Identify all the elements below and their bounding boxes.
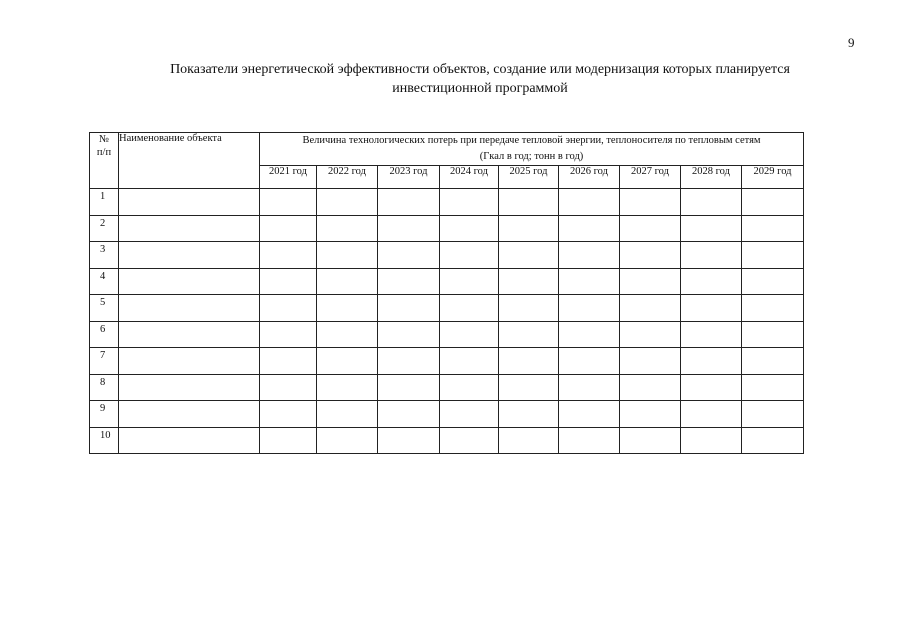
- year-header: 2026 год: [559, 166, 620, 189]
- value-cell: [440, 215, 499, 242]
- year-header: 2029 год: [742, 166, 804, 189]
- year-header: 2025 год: [499, 166, 559, 189]
- value-cell: [559, 374, 620, 401]
- value-cell: [440, 189, 499, 216]
- value-cell: [681, 321, 742, 348]
- value-cell: [499, 427, 559, 454]
- value-cell: [559, 401, 620, 428]
- value-cell: [260, 401, 317, 428]
- value-cell: [499, 374, 559, 401]
- table-row: [90, 427, 804, 454]
- value-cell: [317, 401, 378, 428]
- value-cell: [499, 215, 559, 242]
- value-cell: [559, 427, 620, 454]
- year-header: 2021 год: [260, 166, 317, 189]
- value-cell: [378, 427, 440, 454]
- object-name-cell: [119, 427, 260, 454]
- value-cell: [499, 295, 559, 322]
- value-cell: [260, 348, 317, 375]
- value-cell: [742, 348, 804, 375]
- value-cell: [317, 321, 378, 348]
- object-name-cell: [119, 321, 260, 348]
- table-row: [90, 189, 804, 216]
- value-cell: [499, 401, 559, 428]
- value-cell: [620, 268, 681, 295]
- value-cell: [620, 348, 681, 375]
- object-name-cell: [119, 295, 260, 322]
- column-header-losses: [260, 133, 804, 166]
- row-number: 1: [90, 189, 119, 216]
- title-line-2: инвестиционной программой: [392, 81, 568, 96]
- value-cell: [742, 295, 804, 322]
- value-cell: [620, 374, 681, 401]
- value-cell: [620, 321, 681, 348]
- value-cell: [499, 321, 559, 348]
- value-cell: [260, 215, 317, 242]
- table-row: [90, 374, 804, 401]
- row-number: 9: [90, 401, 119, 428]
- value-cell: [378, 215, 440, 242]
- value-cell: [440, 374, 499, 401]
- value-cell: [499, 268, 559, 295]
- value-cell: [378, 189, 440, 216]
- value-cell: [499, 189, 559, 216]
- value-cell: [260, 242, 317, 269]
- table-row: [90, 321, 804, 348]
- value-cell: [378, 321, 440, 348]
- object-name-cell: [119, 401, 260, 428]
- table-row: [90, 268, 804, 295]
- table-row: [90, 348, 804, 375]
- value-cell: [260, 295, 317, 322]
- value-cell: [681, 189, 742, 216]
- value-cell: [681, 295, 742, 322]
- value-cell: [440, 242, 499, 269]
- value-cell: [317, 348, 378, 375]
- value-cell: [317, 268, 378, 295]
- value-cell: [620, 189, 681, 216]
- value-cell: [317, 215, 378, 242]
- row-number: 6: [90, 321, 119, 348]
- object-name-cell: [119, 189, 260, 216]
- column-header-name: Наименование объекта: [119, 133, 260, 189]
- value-cell: [378, 374, 440, 401]
- document-title: [90, 60, 870, 98]
- value-cell: [742, 268, 804, 295]
- value-cell: [317, 189, 378, 216]
- object-name-cell: [119, 374, 260, 401]
- value-cell: [499, 242, 559, 269]
- page-number: 9: [848, 35, 855, 50]
- table-row: [90, 401, 804, 428]
- efficiency-table: [89, 132, 804, 454]
- value-cell: [620, 401, 681, 428]
- value-cell: [317, 374, 378, 401]
- row-number: 3: [90, 242, 119, 269]
- year-header: 2024 год: [440, 166, 499, 189]
- value-cell: [317, 242, 378, 269]
- value-cell: [260, 268, 317, 295]
- title-line-1: Показатели энергетической эффективности объектов, создание или модернизация которых планируется: [170, 62, 790, 77]
- object-name-cell: [119, 268, 260, 295]
- value-cell: [742, 427, 804, 454]
- value-cell: [681, 215, 742, 242]
- row-number: 4: [90, 268, 119, 295]
- value-cell: [620, 215, 681, 242]
- row-number: 8: [90, 374, 119, 401]
- value-cell: [440, 427, 499, 454]
- row-number: 2: [90, 215, 119, 242]
- value-cell: [559, 189, 620, 216]
- value-cell: [742, 189, 804, 216]
- object-name-cell: [119, 348, 260, 375]
- value-cell: [378, 348, 440, 375]
- year-header: 2023 год: [378, 166, 440, 189]
- value-cell: [440, 295, 499, 322]
- value-cell: [681, 268, 742, 295]
- losses-header-line1: Величина технологических потерь при передаче тепловой энергии, теплоносителя по тепловым сетям: [302, 135, 761, 146]
- value-cell: [260, 189, 317, 216]
- value-cell: [681, 242, 742, 269]
- value-cell: [681, 374, 742, 401]
- value-cell: [378, 295, 440, 322]
- year-header: 2027 год: [620, 166, 681, 189]
- table-row: [90, 242, 804, 269]
- value-cell: [559, 321, 620, 348]
- value-cell: [559, 268, 620, 295]
- value-cell: [440, 401, 499, 428]
- value-cell: [742, 215, 804, 242]
- value-cell: [378, 268, 440, 295]
- value-cell: [499, 348, 559, 375]
- value-cell: [559, 215, 620, 242]
- value-cell: [440, 321, 499, 348]
- column-header-number: [90, 133, 119, 189]
- value-cell: [378, 242, 440, 269]
- value-cell: [742, 374, 804, 401]
- value-cell: [559, 348, 620, 375]
- table-row: [90, 215, 804, 242]
- value-cell: [260, 374, 317, 401]
- value-cell: [620, 427, 681, 454]
- value-cell: [681, 427, 742, 454]
- losses-header-line2: (Гкал в год; тонн в год): [479, 151, 584, 162]
- year-header: 2028 год: [681, 166, 742, 189]
- year-header: 2022 год: [317, 166, 378, 189]
- row-number: 5: [90, 295, 119, 322]
- table-row: [90, 295, 804, 322]
- value-cell: [742, 321, 804, 348]
- object-name-cell: [119, 215, 260, 242]
- value-cell: [260, 427, 317, 454]
- value-cell: [260, 321, 317, 348]
- value-cell: [559, 295, 620, 322]
- value-cell: [742, 242, 804, 269]
- value-cell: [440, 268, 499, 295]
- value-cell: [317, 295, 378, 322]
- row-number: 7: [90, 348, 119, 375]
- object-name-cell: [119, 242, 260, 269]
- value-cell: [378, 401, 440, 428]
- value-cell: [317, 427, 378, 454]
- value-cell: [681, 348, 742, 375]
- value-cell: [681, 401, 742, 428]
- row-number: 10: [90, 427, 119, 454]
- value-cell: [559, 242, 620, 269]
- value-cell: [742, 401, 804, 428]
- column-header-number-line1: №: [98, 134, 110, 145]
- value-cell: [620, 295, 681, 322]
- value-cell: [440, 348, 499, 375]
- column-header-number-line2: п/п: [96, 147, 112, 158]
- value-cell: [620, 242, 681, 269]
